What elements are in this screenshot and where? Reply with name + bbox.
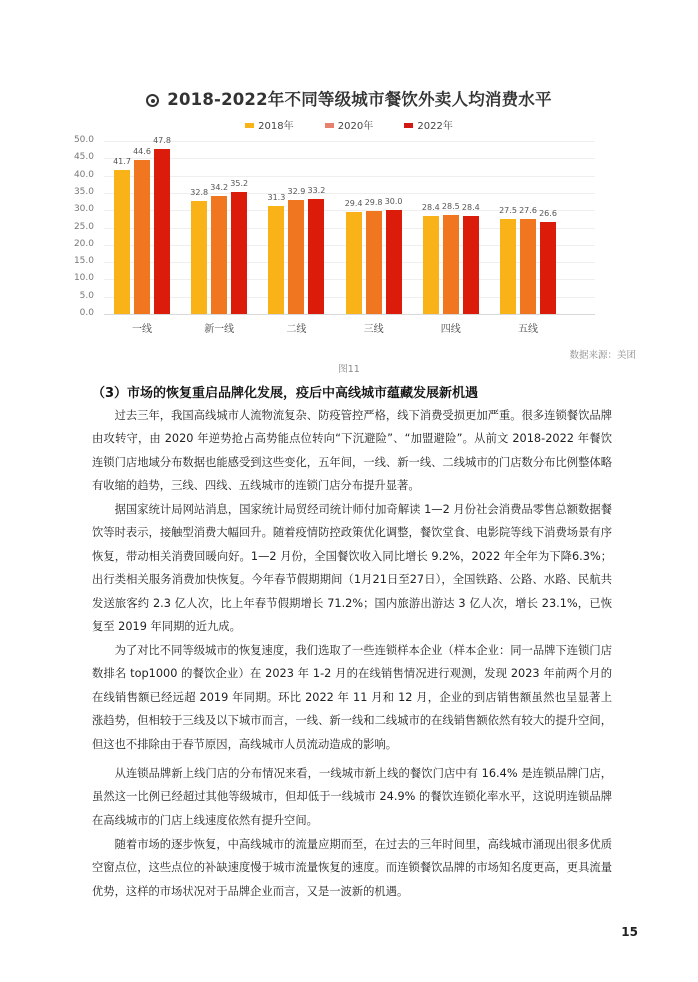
bar (463, 216, 479, 314)
y-tick-label: 45.0 (73, 152, 94, 163)
bar-value-label: 35.2 (230, 179, 249, 189)
gridline (104, 176, 595, 177)
y-tick-label: 0.0 (79, 308, 94, 318)
paragraph-2: 据国家统计局网站消息，国家统计局贸经司统计师付加奇解读 1—2 月份社会消费品零售总额数据餐饮等时表示，接触型消费大幅回升。随着疫情防控政策优化调整，餐饮堂食、电影院等线下消费场景有序恢复，带动相关消费回暖向好。1—2 月份，全国餐饮收入同比增长 9.2%，2022 年全年为下降6.3%；出行类相关服务消费加快恢复。今年春节假期期间（1月21日至27日），全国铁路、公路、水路、民航共发送旅客约 2.3 亿人次，比上年春节假期增长 71.2%；国内旅游出游达 3 亿人次，增长 23.1%，已恢复至 2019 年同期的近九成。 (92, 503, 612, 634)
x-tick-label: 五线 (518, 324, 538, 335)
legend-item-2022: 2022年 (404, 117, 452, 132)
data-source-note: 数据来源：美团 (569, 350, 636, 361)
y-tick-label: 50.0 (73, 135, 94, 145)
bar-value-label: 32.9 (287, 187, 306, 197)
section-heading: （3）市场的恢复重启品牌化发展，疫后中高线城市蕴藏发展新机遇 (92, 386, 479, 401)
paragraph-1: 过去三年，我国高线城市人流物流复杂、防疫管控严格，线下消费受损更加严重。很多连锁餐饮品牌由攻转守，由 2020 年逆势抢占高势能点位转向“下沉避险”、“加盟避险”。从前文 2018-2022 年餐饮连锁门店地域分布数据也能感受到这些变化，五年间，一线、新一线、二线城市的门店数分布比例整体略有收缩的趋势，三线、四线、五线城市的连锁门店分布提升显著。 (92, 409, 612, 493)
paragraph-5: 随着市场的逐步恢复，中高线城市的流量应期而至，在过去的三年时间里，高线城市涌现出很多优质空窗点位，这些点位的补缺速度慢于城市流量恢复的速度。而连锁餐饮品牌的市场知名度更高，更具流量优势，这样的市场状况对于品牌企业而言，又是一波新的机遇。 (92, 838, 612, 898)
bar (231, 192, 247, 314)
bar-value-label: 28.4 (421, 202, 440, 212)
y-tick-label: 40.0 (73, 169, 94, 180)
bar-value-label: 29.4 (344, 199, 363, 209)
x-tick-label: 二线 (286, 324, 307, 335)
bar-value-label: 47.8 (153, 135, 171, 145)
bar (423, 216, 439, 314)
bar-value-label: 28.4 (461, 202, 480, 212)
bar (191, 201, 207, 314)
bar (386, 210, 402, 314)
gridline (104, 141, 595, 142)
bar (154, 149, 170, 314)
bar-value-label: 33.2 (307, 186, 326, 196)
y-tick-label: 5.0 (79, 290, 94, 301)
bar-value-label: 31.3 (267, 192, 286, 202)
gridline (104, 158, 595, 159)
bar-value-label: 26.6 (539, 208, 557, 218)
bar (540, 222, 556, 314)
bar (288, 200, 304, 314)
paragraph-3: 为了对比不同等级城市的恢复速度，我们选取了一些连锁样本企业（样本企业：同一品牌下连锁门店数排名 top1000 的餐饮企业）在 2023 年 1-2 月的在线销售情况进行观测，发现 2023 年前两个月的在线销售额已经远超 2019 年同期。环比 2022 年 11 月和 12 月，企业的到店销售额虽然也呈显著上涨趋势，但相较于三线及以下城市而言，一线、新一线和二线城市的在线销售额依然有较大的提升空间，但这也不排除由于春节原因，高线城市人员流动造成的影响。 (92, 644, 612, 751)
bar-value-label: 29.8 (364, 197, 383, 207)
bar-value-label: 28.5 (441, 202, 460, 212)
paragraph-4: 从连锁品牌新上线门店的分布情况来看，一线城市新上线的餐饮门店中有 16.4% 是连锁品牌门店，虽然这一比例已经超过其他等级城市，但却低于一线城市 24.9% 的餐饮连锁化率水平，这说明连锁品牌在高线城市的门店上线速度依然有提升空间。 (92, 767, 612, 827)
bar (211, 196, 227, 314)
bar (114, 170, 130, 314)
x-tick-label: 三线 (363, 324, 384, 335)
x-tick-label: 新一线 (204, 324, 235, 335)
bar (346, 212, 362, 314)
y-tick-label: 20.0 (73, 238, 94, 249)
chart-title-text: 2018-2022年不同等级城市餐饮外卖人均消费水平 (167, 90, 552, 109)
y-tick-label: 15.0 (73, 256, 94, 267)
bar-value-label: 32.8 (190, 187, 209, 197)
bar (366, 211, 382, 314)
bar (268, 206, 284, 314)
gridline (104, 193, 595, 194)
bar-value-label: 27.6 (519, 205, 537, 215)
y-tick-label: 35.0 (73, 186, 94, 197)
figure-caption: 图11 (338, 364, 360, 375)
legend-item-2018: 2018年 (245, 117, 293, 132)
y-tick-label: 30.0 (73, 204, 94, 215)
x-axis-line (104, 314, 595, 315)
bar-value-label: 30.0 (384, 197, 403, 207)
bar-value-label: 41.7 (113, 156, 131, 166)
bar (520, 219, 536, 314)
y-tick-label: 25.0 (73, 221, 94, 232)
page-number: 15 (621, 925, 638, 939)
bar (134, 160, 150, 314)
x-tick-label: 一线 (132, 324, 152, 335)
bar (500, 219, 516, 314)
bar (443, 215, 459, 314)
x-tick-label: 四线 (440, 324, 461, 335)
y-tick-label: 10.0 (73, 273, 94, 284)
bar-value-label: 27.5 (499, 205, 517, 215)
bar-value-label: 44.6 (133, 146, 151, 156)
bar-value-label: 34.2 (210, 182, 229, 192)
bar (308, 199, 324, 314)
bar-chart-plot (0, 0, 698, 340)
legend-item-2020: 2020年 (325, 117, 373, 132)
